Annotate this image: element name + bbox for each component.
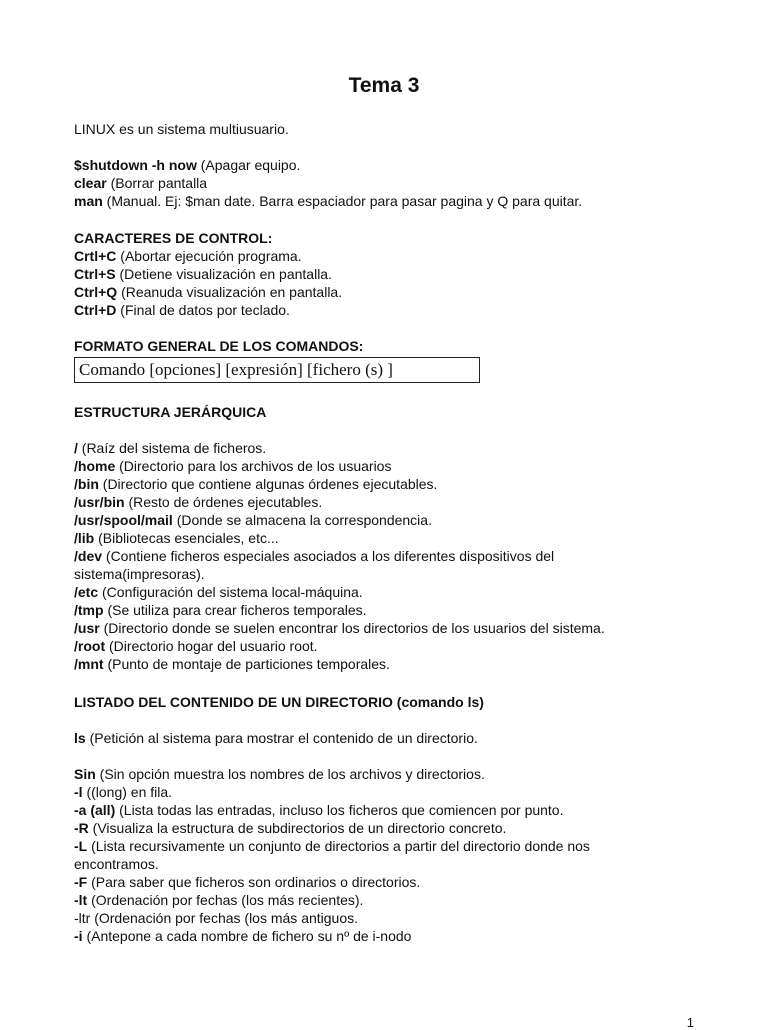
option-name: Sin — [74, 766, 96, 782]
directory-path: / — [74, 440, 78, 456]
directory-path: /dev — [74, 548, 103, 564]
directory-description: (Resto de órdenes ejecutables. — [124, 494, 323, 510]
page-number: 1 — [686, 1015, 694, 1030]
ls-option-line — [74, 783, 172, 801]
key-name: Crtl+C — [74, 248, 117, 264]
command-line — [74, 192, 582, 210]
ls-option-line — [74, 801, 564, 819]
ls-option-line — [74, 837, 590, 855]
directory-description: (Directorio hogar del usuario root. — [105, 638, 318, 654]
directory-path: /root — [74, 638, 106, 654]
directory-description: (Contiene ficheros especiales asociados a los diferentes dispositivos del — [102, 548, 555, 564]
directory-description: (Se utiliza para crear ficheros temporales. — [103, 602, 367, 618]
directory-path: /usr/bin — [74, 494, 125, 510]
key-description: (Reanuda visualización en pantalla. — [117, 284, 343, 300]
command-line — [74, 156, 300, 174]
key-description: (Abortar ejecución programa. — [116, 248, 302, 264]
directory-path: /lib — [74, 530, 95, 546]
format-heading: FORMATO GENERAL DE LOS COMANDOS: — [74, 338, 364, 354]
directory-line — [74, 457, 391, 475]
directory-path: /tmp — [74, 602, 104, 618]
directory-line — [74, 601, 367, 619]
option-description: (Lista recursivamente un conjunto de directorios a partir del directorio donde nos — [87, 838, 590, 854]
directory-path: /mnt — [74, 656, 104, 672]
option-description: encontramos. — [74, 856, 159, 872]
command-description: (Borrar pantalla — [106, 175, 208, 191]
key-name: Ctrl+D — [74, 302, 117, 318]
directory-line — [74, 637, 318, 655]
ls-option-line-continued — [74, 855, 159, 873]
directory-path: /usr/spool/mail — [74, 512, 173, 528]
directory-line — [74, 583, 363, 601]
directory-description: (Punto de montaje de particiones temporales. — [103, 656, 390, 672]
directory-description: (Directorio para los archivos de los usuarios — [115, 458, 392, 474]
directory-description: (Bibliotecas esenciales, etc... — [94, 530, 279, 546]
option-description: (Lista todas las entradas, incluso los ficheros que comiencen por punto. — [115, 802, 564, 818]
directory-line — [74, 655, 390, 673]
directory-line-continued — [74, 565, 205, 583]
key-description: (Detiene visualización en pantalla. — [115, 266, 332, 282]
directory-description: sistema(impresoras). — [74, 566, 205, 582]
directory-description: (Raíz del sistema de ficheros. — [77, 440, 267, 456]
ls-option-line — [74, 891, 363, 909]
option-description: (Ordenación por fechas (los más recientes). — [87, 892, 364, 908]
directory-line — [74, 439, 266, 457]
directory-path: /etc — [74, 584, 99, 600]
directory-line — [74, 493, 322, 511]
option-description: (Visualiza la estructura de subdirectorios de un directorio concreto. — [88, 820, 507, 836]
option-description: (Para saber que ficheros son ordinarios o directorios. — [87, 874, 421, 890]
option-description: -ltr (Ordenación por fechas (los más antiguos. — [74, 910, 359, 926]
ls-option-line — [74, 765, 485, 783]
control-key-line — [74, 283, 342, 301]
ls-command: ls — [74, 730, 86, 746]
ls-description: (Petición al sistema para mostrar el contenido de un directorio. — [85, 730, 478, 746]
intro-text: LINUX es un sistema multiusuario. — [74, 121, 289, 137]
command-format-box: Comando [opciones] [expresión] [fichero (s) ] — [74, 357, 480, 383]
directory-path: /bin — [74, 476, 99, 492]
option-description: (Sin opción muestra los nombres de los archivos y directorios. — [95, 766, 485, 782]
directory-description: (Directorio donde se suelen encontrar los directorios de los usuarios del sistema. — [99, 620, 605, 636]
command-line — [74, 174, 207, 192]
ls-line — [74, 729, 478, 747]
control-key-line — [74, 265, 332, 283]
option-name: -lt — [74, 892, 88, 908]
command-description: (Apagar equipo. — [196, 157, 301, 173]
directory-path: /home — [74, 458, 116, 474]
page-title: Tema 3 — [348, 74, 420, 97]
control-heading: CARACTERES DE CONTROL: — [74, 230, 273, 246]
option-description: ((long) en fila. — [82, 784, 173, 800]
ls-option-line — [74, 927, 411, 945]
command-description: (Manual. Ej: $man date. Barra espaciador para pasar pagina y Q para quitar. — [102, 193, 583, 209]
command-name: clear — [74, 175, 107, 191]
option-name: -F — [74, 874, 88, 890]
directory-description: (Donde se almacena la correspondencia. — [172, 512, 432, 528]
directory-line — [74, 475, 437, 493]
structure-heading: ESTRUCTURA JERÁRQUICA — [74, 404, 267, 420]
key-name: Ctrl+S — [74, 266, 116, 282]
directory-line — [74, 547, 554, 565]
key-description: (Final de datos por teclado. — [116, 302, 290, 318]
key-name: Ctrl+Q — [74, 284, 118, 300]
ls-option-line — [74, 873, 420, 891]
control-key-line — [74, 301, 290, 319]
command-name: $shutdown -h now — [74, 157, 197, 173]
option-name: -l — [74, 784, 83, 800]
directory-path: /usr — [74, 620, 100, 636]
directory-line — [74, 529, 279, 547]
directory-line — [74, 511, 432, 529]
option-name: -i — [74, 928, 83, 944]
directory-description: (Configuración del sistema local-máquina. — [98, 584, 363, 600]
ls-option-line — [74, 909, 358, 927]
option-description: (Antepone a cada nombre de fichero su nº de i-nodo — [82, 928, 412, 944]
option-name: -R — [74, 820, 89, 836]
control-key-line — [74, 247, 302, 265]
command-name: man — [74, 193, 103, 209]
directory-description: (Directorio que contiene algunas órdenes ejecutables. — [98, 476, 438, 492]
listing-heading: LISTADO DEL CONTENIDO DE UN DIRECTORIO (comando ls) — [74, 694, 484, 710]
ls-option-line — [74, 819, 506, 837]
option-name: -L — [74, 838, 88, 854]
directory-line — [74, 619, 605, 637]
option-name: -a (all) — [74, 802, 116, 818]
